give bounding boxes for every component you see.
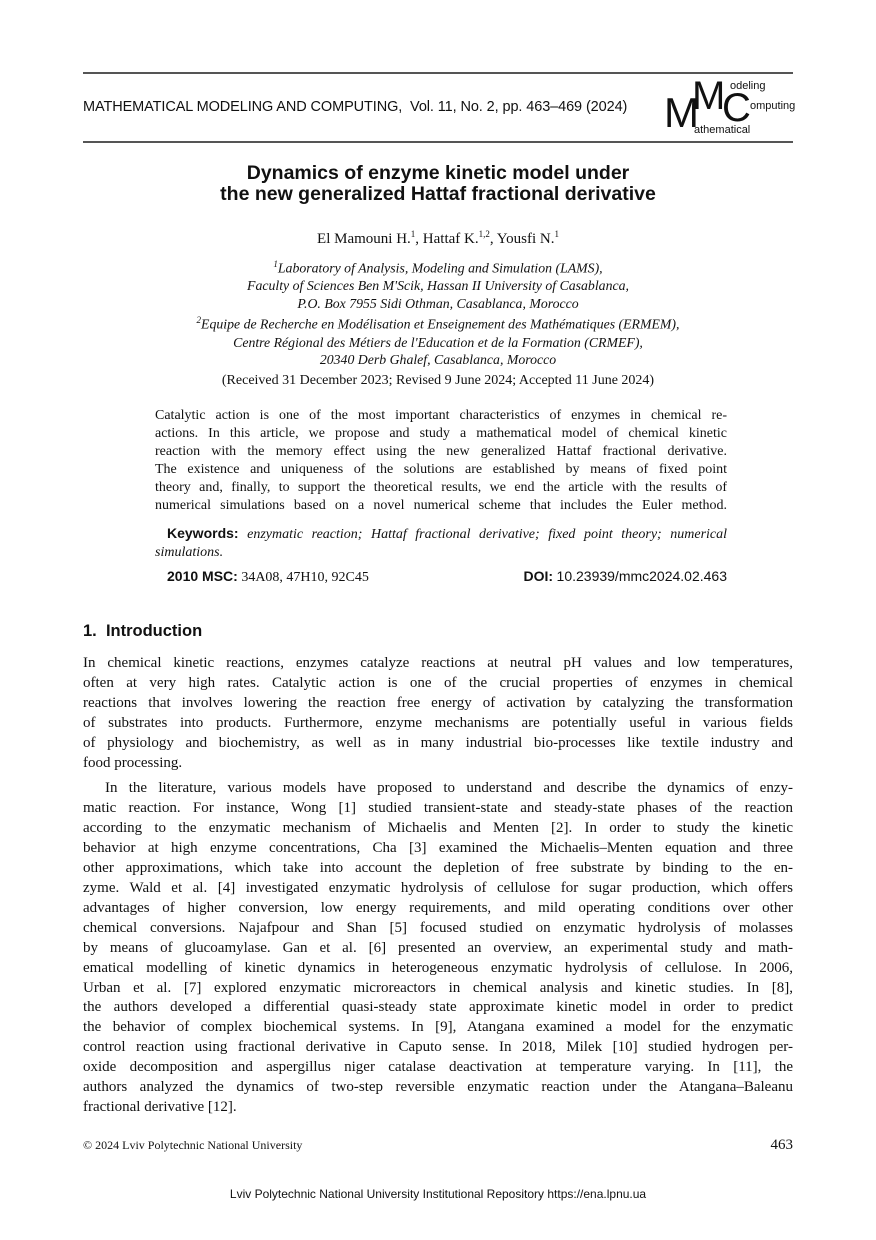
body-line: of physiology and biochemistry, as well as in many industrial bio-processes like textile industry and [83, 734, 793, 751]
msc-value: 34A08, 47H10, 92C45 [241, 569, 369, 585]
author: Yousfi N. [496, 231, 555, 247]
abstract-line: actions. In this article, we propose and study a mathematical model of chemical kinetic [155, 426, 727, 442]
author-sup: 1 [554, 229, 559, 239]
msc-label: 2010 MSC: [167, 567, 238, 584]
logo-word: athematical [694, 124, 751, 136]
paper-title [0, 163, 876, 205]
abstract [155, 407, 727, 587]
journal-volume: Vol. 11, No. 2, pp. 463–469 (2024) [410, 99, 628, 115]
body-line: chemical conversions. Najafpour and Shan [5] focused studied on enzymatic hydrolysis of molasses [83, 919, 793, 936]
abstract-line: reaction with the memory effect using the new generalized Hattaf fractional derivative. [155, 444, 727, 460]
affiliation-line: P.O. Box 7955 Sidi Othman, Casablanca, Morocco [297, 295, 579, 311]
journal-logo [664, 74, 796, 140]
body-line: oxide decomposition and aspergillus niger catalase deactivation at temperature varying. In [11], the [83, 1059, 793, 1076]
body-line: behavior at high enzyme concentrations, Cha [3] examined the Michaelis–Menten equation and three [83, 839, 793, 856]
paragraph-1 [83, 654, 793, 774]
abstract-line: The existence and uniqueness of the solutions are established by means of fixed point [155, 462, 727, 478]
aff-text: Equipe de Recherche en Modélisation et Enseignement des Mathématiques (ERMEM), [201, 316, 680, 332]
repository-note: Lviv Polytechnic National University Institutional Repository https://ena.lpnu.ua [229, 1187, 647, 1201]
body-line: food processing. [83, 754, 183, 771]
section-number: 1. [83, 622, 97, 640]
affiliation-line: 20340 Derb Ghalef, Casablanca, Morocco [319, 352, 557, 368]
body-line: In the literature, various models have proposed to understand and describe the dynamics of enzy- [105, 780, 793, 796]
abstract-line: numerical simulations based on a novel numerical scheme that includes the Euler method. [155, 498, 727, 514]
authors: El Mamouni H.$^1$, Hattaf K.$^{1,2}$, Yousfi N.$^1$ [317, 229, 559, 247]
body-line: the authors developed a differential quasi-steady state approximate kinetic model in order to predict [83, 999, 793, 1016]
page-number: 463 [770, 1137, 793, 1153]
author: El Mamouni H. [317, 231, 411, 247]
header-rule [83, 141, 793, 143]
abstract-line: Catalytic action is one of the most important characteristics of enzymes in chemical re- [155, 408, 727, 423]
body-line: matic reaction. For instance, Wong [1] studied transient-state and steady-state phases of the reaction [83, 799, 793, 816]
keywords-text: enzymatic reaction; Hattaf fractional derivative; fixed point theory; numerical [247, 526, 727, 542]
body-line: reactions that involves lowering the reaction free energy of activation by catalyzing the transformation [83, 694, 793, 711]
logo-m2: M [692, 74, 726, 118]
journal-name: MATHEMATICAL MODELING AND COMPUTING, [83, 99, 403, 115]
body-line: authors analyzed the dynamics of two-step reversible enzymatic reaction under the Atangana–Baleanu [83, 1079, 793, 1096]
aff-sup: 1 [273, 259, 278, 269]
logo-c: C [722, 86, 751, 130]
keywords [155, 524, 727, 544]
affiliations [0, 256, 876, 369]
body-line: the behavior of complex biochemical systems. In [9], Atangana examined a model for the enzymatic [83, 1019, 793, 1036]
affiliation-line [0, 312, 876, 333]
body-line: zyme. Wald et al. [4] investigated enzymatic hydrolysis of cellulose for sugar production, which offers [83, 879, 793, 896]
section-heading [83, 622, 202, 641]
body-line: advantages of higher conversion, low energy requirements, and mild operating conditions over other [83, 899, 793, 916]
section-title: Introduction [105, 622, 203, 640]
keywords-text: simulations. [155, 544, 224, 560]
body-line: often at very high rates. Catalytic action is one of the crucial properties of enzymes in chemical [83, 674, 793, 691]
affiliation-line [0, 256, 876, 277]
doi-label: DOI: [523, 567, 554, 584]
author-sup: 1 [410, 229, 416, 239]
keywords-label: Keywords: [167, 524, 239, 541]
journal-header [83, 99, 627, 115]
logo-word: odeling [730, 80, 766, 92]
body-line: of substrates into products. Furthermore, enzyme mechanisms are potentially useful in various fields [83, 714, 793, 731]
body-line: ematical modelling of kinetic dynamics in heterogeneous enzymatic hydrolysis of cellulose. In 2006, [83, 959, 793, 976]
author: Hattaf K. [422, 231, 479, 247]
abstract-line: theory and, finally, to support the theoretical results, we end the article with the results of [155, 480, 727, 496]
title-line: Dynamics of enzyme kinetic model under [246, 162, 630, 184]
title-line: the new generalized Hattaf fractional derivative [220, 183, 656, 205]
body-line: Urban et al. [7] explored enzymatic microreactors in chemical analysis and kinetic studies. In [8], [83, 979, 793, 996]
body-line: In chemical kinetic reactions, enzymes catalyze reactions at neutral pH values and low temperatures, [83, 655, 793, 671]
affiliation-line: Faculty of Sciences Ben M'Scik, Hassan II University of Casablanca, [247, 278, 629, 294]
author-sup: 1,2 [478, 229, 490, 239]
doi-link[interactable]: 10.23939/mmc2024.02.463 [556, 567, 727, 584]
top-rule [83, 72, 793, 74]
logo-m: M [664, 89, 699, 136]
copyright: © 2024 Lviv Polytechnic National University [83, 1138, 303, 1152]
affiliation-line: Centre Régional des Métiers de l'Education et de la Formation (CRMEF), [233, 334, 643, 350]
body-line: other approximations, which take into account the depletion of free substrate by binding to the en- [83, 859, 793, 876]
body-line: control reaction using fractional derivative in Caputo sense. In 2018, Milek [10] studied hydrogen per- [83, 1039, 793, 1056]
logo-word: omputing [750, 100, 796, 112]
aff-text: Laboratory of Analysis, Modeling and Simulation (LAMS), [277, 260, 603, 276]
msc [167, 567, 369, 587]
msc-doi-row [155, 567, 727, 587]
body-line: according to the enzymatic mechanism of Michaelis and Menten [2]. In order to study the kinetic [83, 819, 793, 836]
body-line: by means of glucoamylase. Gan et al. [6] presented an overview, an experimental study and math- [83, 939, 793, 956]
paragraph-2 [83, 779, 793, 1118]
body-line: fractional derivative [12]. [83, 1099, 237, 1116]
aff-sup: 2 [196, 315, 202, 326]
doi [523, 567, 727, 587]
received-dates: (Received 31 December 2023; Revised 9 June 2024; Accepted 11 June 2024) [221, 373, 655, 388]
keywords-cont [155, 544, 727, 562]
